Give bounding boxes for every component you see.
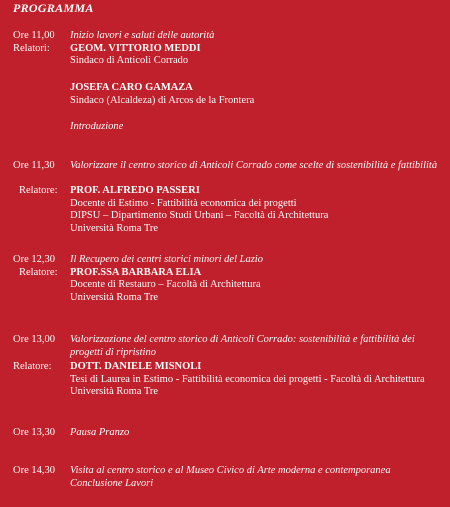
speaker-affiliation: DIPSU – Dipartimento Studi Urbani – Facoltà di Architettura	[70, 210, 329, 221]
session-topic: Inizio lavori e saluti delle autorità	[70, 30, 215, 41]
relator-label: Relatori:	[13, 42, 50, 54]
speaker-name: PROF.SSA BARBARA ELIA	[70, 266, 202, 278]
speaker-name: DOTT. DANIELE MISNOLI	[70, 361, 202, 372]
session-topic: Il Recupero dei centri storici minori del Lazio	[70, 254, 263, 265]
session-topic: Valorizzare il centro storico di Anticoli Corrado come scelte di sostenibilità e fattibilità	[70, 160, 438, 171]
session-topic: Visita al centro storico e al Museo Civico di Arte moderna e contemporanea	[70, 465, 391, 476]
time-label: Ore 12,30	[13, 254, 55, 265]
time-label: Ore 11,00	[13, 30, 55, 41]
time-label: Ore 13,00	[13, 334, 55, 345]
time-label: Ore 11,30	[13, 160, 55, 171]
speaker-name: JOSEFA CARO GAMAZA	[70, 82, 193, 93]
session-topic: Valorizzazione del centro storico di Anticoli Corrado: sostenibilità e fattibilità dei progetti di ripristino	[70, 334, 415, 358]
speaker-name: GEOM. VITTORIO MEDDI	[70, 42, 201, 54]
page-title: PROGRAMMA	[13, 1, 94, 15]
time-label: Ore 14,30	[13, 465, 55, 476]
relator-label: Relatore:	[19, 185, 58, 196]
speaker-affiliation: Docente di Estimo - Fattibilità economica dei progetti	[70, 197, 297, 209]
relator-label: Relatore:	[19, 266, 58, 278]
speaker-affiliation: Tesi di Laurea in Estimo - Fattibilità economica dei progetti - Facoltà di Architettura	[70, 373, 425, 385]
speaker-affiliation: Docente di Restauro – Facoltà di Architettura	[70, 279, 261, 290]
speaker-affiliation: Università Roma Tre	[70, 291, 159, 303]
session-topic: Pausa Pranzo	[70, 427, 130, 438]
speaker-role: Sindaco (Alcaldeza) di Arcos de la Frontera	[70, 94, 255, 106]
relator-label: Relatore:	[13, 361, 52, 372]
time-label: Ore 13,30	[13, 427, 55, 438]
speaker-affiliation: Università Roma Tre	[70, 386, 159, 397]
closing-label: Conclusione Lavori	[70, 477, 154, 489]
speaker-name: PROF. ALFREDO PASSERI	[70, 185, 200, 196]
introduction-label: Introduzione	[70, 121, 124, 132]
speaker-affiliation: Università Roma Tre	[70, 222, 159, 234]
speaker-role: Sindaco di Anticoli Corrado	[70, 55, 189, 66]
